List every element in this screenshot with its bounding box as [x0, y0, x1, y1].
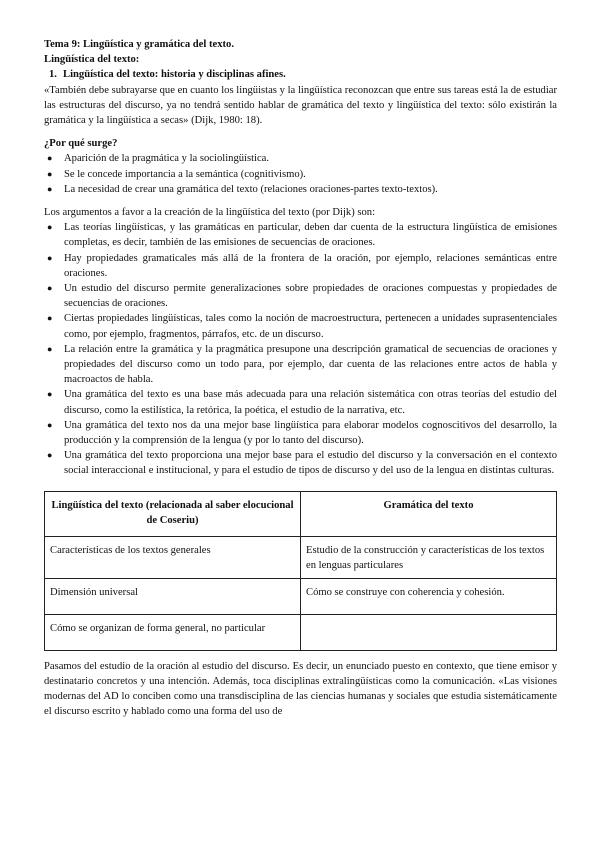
table-row: [45, 578, 557, 614]
why-list: [44, 151, 557, 197]
table-header-cell: Gramática del texto: [301, 491, 557, 536]
table-cell: Características de los textos generales: [45, 536, 301, 578]
table-cell: [301, 614, 557, 650]
table-row: [45, 614, 557, 650]
bullet-icon: ●: [47, 168, 53, 179]
arguments-list: [44, 220, 557, 478]
document-title: Tema 9: Lingüística y gramática del texto.: [44, 39, 234, 50]
bullet-icon: ●: [47, 343, 53, 354]
list-item: ● La necesidad de crear una gramática del texto (relaciones oraciones-partes texto-textos).: [44, 182, 557, 197]
list-item: ● Las teorías lingüísticas, y las gramáticas en particular, deben dar cuenta de la estructura lingüística de emisiones completas, es decir, también de las emisiones de secuencias de oraciones.: [47, 222, 557, 249]
table-row: [45, 536, 557, 578]
comparison-table: [44, 491, 557, 651]
bullet-icon: ●: [47, 183, 53, 194]
closing-paragraph: Pasamos del estudio de la oración al estudio del discurso. Es decir, un enunciado puesto en contexto, que tiene emisor y destinatario concretos y una intención. Además, toca disciplinas extralingüísticas como la comunicación. «Las visiones modernas del AD lo conciben como una transdisciplina de las ciencias humanas y sociales que estudia sistemáticamente el discurso escrito y hablado como una forma del uso de: [44, 660, 557, 718]
bullet-icon: ●: [47, 419, 53, 430]
bullet-icon: ●: [47, 283, 53, 294]
quote-paragraph: «También debe subrayarse que en cuanto los lingüistas y la lingüística reconozcan que entre sus tareas está la de estudiar las estructuras del discurso, ya no tendrá sentido hablar de gramática del texto y lingüística del texto: sólo existirán la gramática y la lingüística a secas» (Dijk, 1980: 18).: [44, 84, 557, 127]
list-item: ● Aparición de la pragmática y la sociolingüística.: [44, 151, 557, 166]
document-subtitle: Lingüística del texto:: [44, 54, 140, 66]
table-header-cell: Lingüística del texto (relacionada al saber elocucional de Coseriu): [45, 491, 301, 536]
list-item: ● Una gramática del texto nos da una mejor base lingüística para elaborar modelos cognoscitivos del desarrollo, la producción y la comprensión de la lengua (y por lo tanto del discurso).: [47, 419, 557, 447]
list-item: ● Una gramática del texto proporciona una mejor base para el estudio del discurso y la conversación en el contexto social interaccional e institucional, y para el estudio de tipos de discurso y del uso de la lengua en distintas culturas.: [47, 450, 557, 477]
list-item: ● La relación entre la gramática y la pragmática presupone una descripción gramatical de secuencias de oraciones y propiedades del discurso como un todo para, por ejemplo, dar cuenta de las relaciones entre actos de habla y macroactos de habla.: [47, 343, 557, 386]
section-title: Lingüística del texto: historia y disciplinas afines.: [63, 69, 286, 81]
list-item: ● Una gramática del texto es una base más adecuada para una relación sistemática con otras teorías del estudio del discurso, como la estilística, la retórica, la poética, el estudio de la narrativa, etc.: [47, 389, 557, 416]
bullet-icon: ●: [47, 252, 53, 263]
list-item: ● Hay propiedades gramaticales más allá de la frontera de la oración, por ejemplo, relaciones semánticas entre oraciones.: [47, 252, 557, 279]
bullet-icon: ●: [47, 153, 53, 164]
table-cell: Dimensión universal: [45, 578, 301, 614]
table-cell: Cómo se construye con coherencia y cohesión.: [301, 578, 557, 614]
section-heading: [49, 67, 557, 82]
arguments-intro: Los argumentos a favor a la creación de la lingüística del texto (por Dijk) son:: [44, 207, 376, 219]
table-cell: Cómo se organizan de forma general, no particular: [45, 614, 301, 650]
bullet-icon: ●: [47, 389, 53, 400]
table-cell: Estudio de la construcción y características de los textos en lenguas particulares: [301, 536, 557, 578]
list-item: ● Un estudio del discurso permite generalizaciones sobre propiedades de oraciones compuestas y propiedades de secuencias de oraciones.: [47, 283, 557, 310]
table-header-row: [45, 491, 557, 536]
section-number: 1.: [49, 69, 57, 81]
bullet-icon: ●: [47, 450, 53, 461]
bullet-icon: ●: [47, 313, 53, 324]
why-heading: ¿Por qué surge?: [44, 138, 118, 150]
bullet-icon: ●: [47, 222, 53, 233]
list-item: ● Ciertas propiedades lingüísticas, tales como la noción de macroestructura, pertenecen a unidades suprasentenciales como, por ejemplo, fragmentos, párrafos, etc. de un discurso.: [47, 313, 557, 340]
document-page: [44, 37, 557, 720]
list-item: ● Se le concede importancia a la semántica (cognitivismo).: [44, 167, 557, 182]
